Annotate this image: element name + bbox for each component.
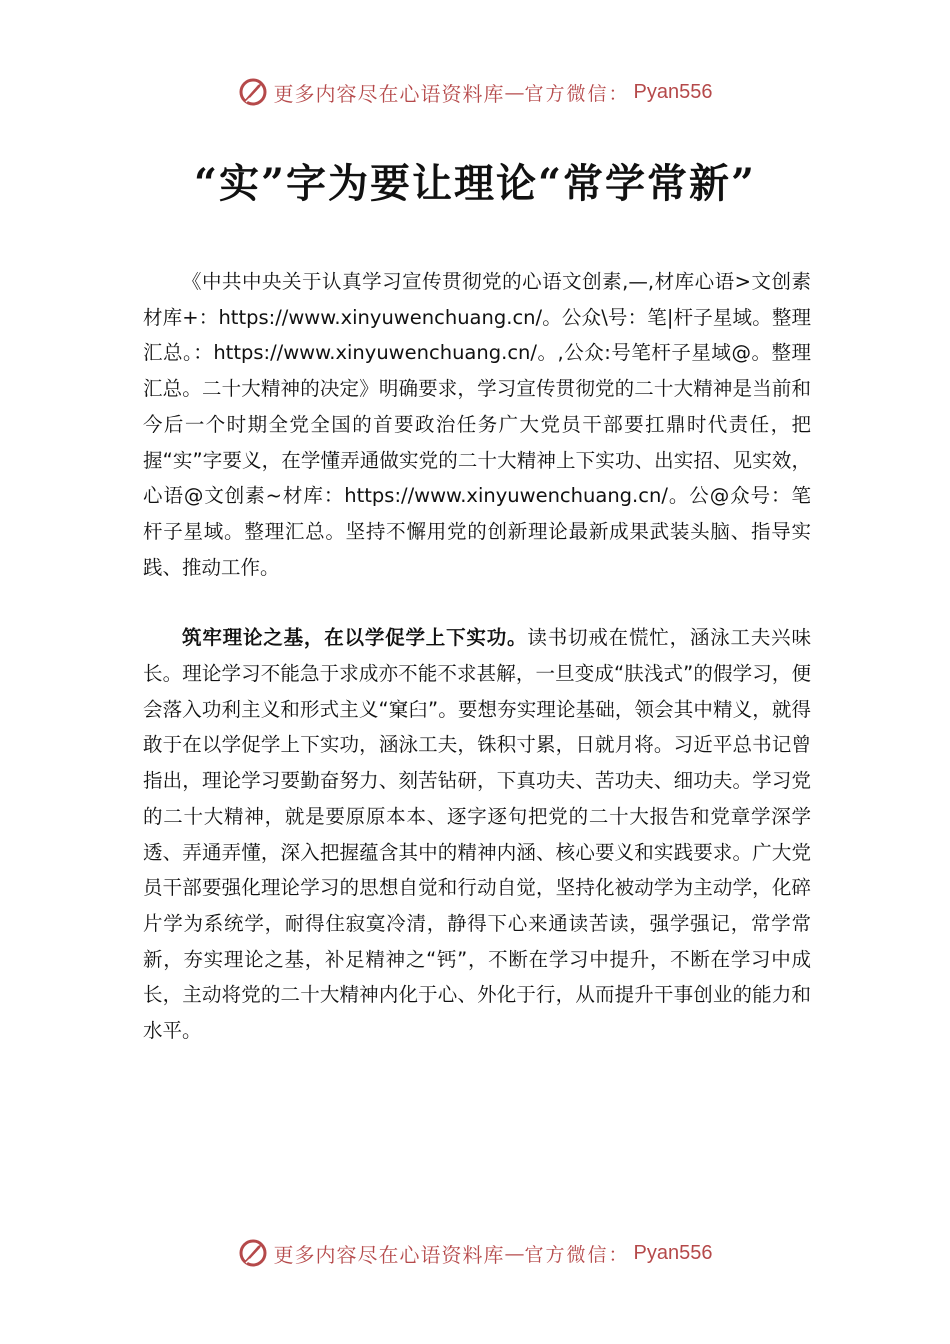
paragraph-2-lead: 筑牢理论之基，在以学促学上下实功。 [182, 626, 528, 650]
document-body [143, 264, 811, 1049]
banner-brand-text: 更多内容尽在心语资料库 [273, 1242, 505, 1267]
banner-wechat-id: Pyan556 [633, 1241, 713, 1264]
paragraph-2 [143, 620, 811, 1048]
quill-pen-logo-icon [238, 77, 268, 107]
quill-pen-logo-icon [238, 1238, 268, 1268]
banner-wechat-label: 官方微信： [524, 82, 630, 105]
paragraph-1 [143, 264, 811, 585]
banner-brand-text: 更多内容尽在心语资料库 [273, 81, 505, 106]
footer-banner [0, 1233, 950, 1273]
header-banner [0, 72, 950, 112]
banner-dash: — [504, 80, 525, 104]
banner-dash: — [504, 1241, 525, 1265]
banner-wechat-label: 官方微信： [524, 1243, 630, 1266]
paragraph-2-body: 读书切戒在慌忙，涵泳工夫兴味长。理论学习不能急于求成亦不能不求甚解，一旦变成“肤浅式”的假学习，便会落入功利主义和形式主义“窠臼”。要想夯实理论基础，领会其中精义，就得敢于在以学促学上下实功，涵泳工夫，铢积寸累，日就月将。习近平总书记曾指出，理论学习要勤奋努力、刻苦钻研，下真功夫、苦功夫、细功夫。学习党的二十大精神，就是要原原本本、逐字逐句把党的二十大报告和党章学深学透、弄通弄懂，深入把握蕴含其中的精神内涵、核心要义和实践要求。广大党员干部要强化理论学习的思想自觉和行动自觉，坚持化被动学为主动学，化碎片学为系统学，耐得住寂寞冷清，静得下心来通读苦读，强学强记，常学常新，夯实理论之基，补足精神之“钙”，不断在学习中提升，不断在学习中成长，主动将党的二十大精神内化于心、外化于行，从而提升干事创业的能力和水平。 [143, 626, 811, 1043]
paragraph-1-body: 《中共中央关于认真学习宣传贯彻党的心语文创素,—,材库心语>文创素材库+：https://www.xinyuwenchuang.cn/。公众\号：笔|杆子星域。整理汇总。：https://www.xinyuwenchuang.cn/。,公众:号笔杆子星域@。整理汇总。二十大精神的决定》明确要求，学习宣传贯彻党的二十大精神是当前和今后一个时期全党全国的首要政治任务广大党员干部要扛鼎时代责任，把握“实”字要义，在学懂弄通做实党的二十大精神上下实功、出实招、见实效，心语@文创素~材库：https://www.xinyuwenchuang.cn/。公@众号：笔杆子星域。整理汇总。坚持不懈用党的创新理论最新成果武装头脑、指导实践、推动工作。 [143, 270, 811, 579]
banner-wechat-id: Pyan556 [633, 80, 713, 103]
document-title: “实”字为要让理论“常学常新” [193, 160, 757, 207]
